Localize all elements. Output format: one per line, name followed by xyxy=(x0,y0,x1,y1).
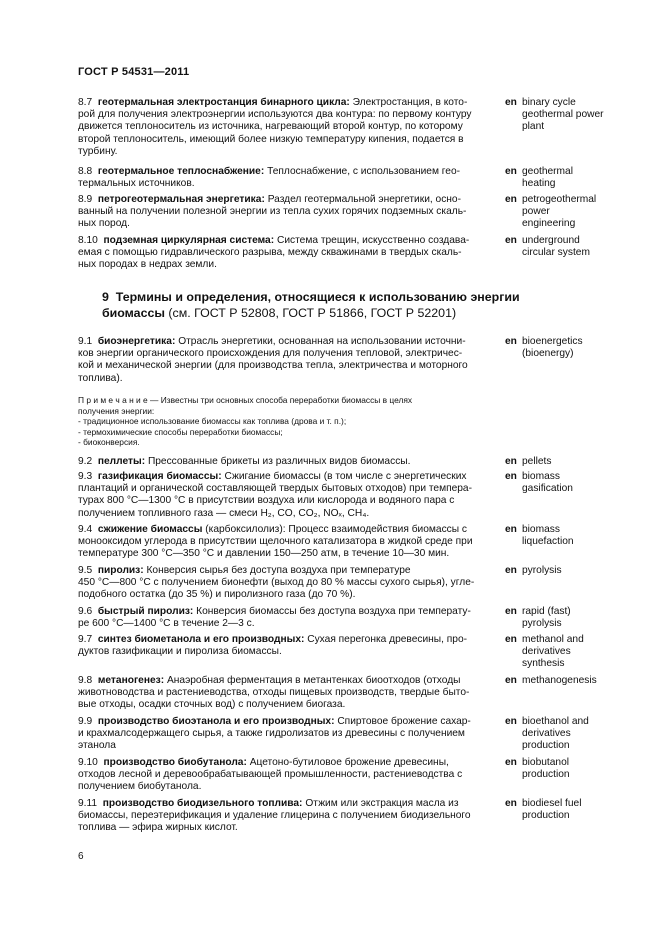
term-number: 9.1 xyxy=(78,336,93,347)
definition-text: Конверсия биомассы без доступа воздуха при температу- xyxy=(196,606,471,617)
definition-line: второй теплоноситель, имеющий более низкую температуру кипения, подается в xyxy=(78,133,464,145)
english-term-line: biomass xyxy=(522,524,560,535)
english-term-line: biodiesel fuel xyxy=(522,798,582,809)
english-term-line: biomass xyxy=(522,471,560,482)
language-code: en xyxy=(505,675,517,686)
english-term-line: methanol and xyxy=(522,634,584,645)
page-header: ГОСТ Р 54531—2011 xyxy=(78,66,190,78)
definition-line: ванный на получении полезной энергии из тепла сухих горячих подземных скаль- xyxy=(78,206,467,218)
definition-line: вые отходы, осадки сточных вод) с получением биогаза. xyxy=(78,699,346,711)
english-term-line: underground xyxy=(522,235,580,246)
english-term-line: production xyxy=(522,810,570,822)
english-term-line: production xyxy=(522,769,570,781)
english-term-line: heating xyxy=(522,178,556,190)
english-term-line: pyrolysis xyxy=(522,565,562,576)
term-name: пиролиз: xyxy=(97,565,144,576)
english-term xyxy=(522,456,612,468)
term-number: 9.8 xyxy=(78,675,93,686)
language-code: en xyxy=(505,716,517,727)
term-name: производство биоэтанола и его производных: xyxy=(97,716,335,727)
definition-line: термальных источников. xyxy=(78,178,195,190)
english-term-line: geothermal xyxy=(522,166,573,177)
definition-line xyxy=(78,524,498,536)
definition-line: движется теплоноситель из источника, нагревающий второй контур, по которому xyxy=(78,121,463,133)
english-term xyxy=(522,606,612,630)
definition-line: ков энергии органического происхождения для получения тепловой, электричес- xyxy=(78,348,463,360)
note-line-1: получения энергии: xyxy=(78,405,155,416)
definition-line: ных пород. xyxy=(78,218,130,230)
term-definition xyxy=(78,456,498,468)
term-number: 8.7 xyxy=(78,97,93,108)
term-definition xyxy=(78,565,498,602)
definition-text: Ацетоно-бутиловое брожение древесины, xyxy=(249,757,449,768)
definition-line: ных породах в недрах земли. xyxy=(78,259,217,271)
term-name: производство биобутанола: xyxy=(103,757,247,768)
definition-line: биомассы, переэтерификация и удаление глицерина с получением биодизельного xyxy=(78,810,471,822)
term-number: 9.3 xyxy=(78,471,93,482)
definition-line: температуре 300 °С—350 °С и давлении 150—250 атм, в течение 10—30 мин. xyxy=(78,548,450,560)
definition-text: Теплоснабжение, с использованием гео- xyxy=(267,166,461,177)
english-term xyxy=(522,194,612,231)
definition-line xyxy=(78,336,498,348)
definition-text: Отжим или экстракция масла из xyxy=(305,798,459,809)
english-term-line: plant xyxy=(522,121,545,133)
english-term xyxy=(522,798,612,822)
definition-line: топлива). xyxy=(78,372,123,384)
english-term xyxy=(522,97,612,134)
english-term xyxy=(522,471,612,495)
section-title-line1: Термины и определения, относящиеся к использованию энергии xyxy=(115,290,520,304)
english-term-line: binary cycle xyxy=(522,97,576,108)
english-term-line: circular system xyxy=(522,247,590,259)
english-term-line: (bioenergy) xyxy=(522,348,574,360)
language-code: en xyxy=(505,634,517,645)
english-term xyxy=(522,524,612,548)
english-term-line: pellets xyxy=(522,456,552,467)
term-definition xyxy=(78,194,498,231)
definition-text: Конверсия сырья без доступа воздуха при температуре xyxy=(146,565,411,576)
term-definition xyxy=(78,798,498,835)
language-code: en xyxy=(505,97,517,108)
definition-line xyxy=(78,471,498,483)
note-block xyxy=(78,395,518,448)
english-term-line: derivatives xyxy=(522,646,571,658)
page-number: 6 xyxy=(78,851,84,862)
section-title-bold: биомассы xyxy=(102,305,165,320)
note-label: П р и м е ч а н и е xyxy=(78,395,148,405)
language-code: en xyxy=(505,565,517,576)
english-term xyxy=(522,336,612,360)
term-name: быстрый пиролиз: xyxy=(97,606,194,617)
definition-text: Анаэробная ферментация в метантенках биоотходов (отходы xyxy=(166,675,461,686)
definition-line: отходов лесной и деревообрабатывающей промышленности, растениеводства с xyxy=(78,769,463,781)
term-number: 9.6 xyxy=(78,606,93,617)
definition-line: животноводства и растениеводства, отходы пищевых производств, твердые быто- xyxy=(78,687,470,699)
note-line-4: - биоконверсия. xyxy=(78,437,140,448)
term-name: сжижение биомассы xyxy=(97,524,203,535)
language-code: en xyxy=(505,194,517,205)
definition-line: 450 °С—800 °С с получением бионефти (выход до 80 % массы сухого сырья), угле- xyxy=(78,577,475,589)
note-line-2: - традиционное использование биомассы как топлива (дрова и т. п.); xyxy=(78,416,347,427)
term-name: геотермальное теплоснабжение: xyxy=(97,166,265,177)
definition-line: дуктов газификации и пиролиза биомассы. xyxy=(78,646,282,658)
term-definition xyxy=(78,606,498,630)
english-term xyxy=(522,757,612,781)
note-line-3: - термохимические способы переработки биомассы; xyxy=(78,426,283,437)
definition-text: Отрасль энергетики, основанная на использовании источни- xyxy=(178,336,466,347)
english-term-line: gasification xyxy=(522,483,573,495)
section-title xyxy=(102,290,520,321)
definition-line: турбину. xyxy=(78,145,118,157)
definition-line: этанола xyxy=(78,740,116,752)
definition-text: Спиртовое брожение сахар- xyxy=(337,716,471,727)
term-name: биоэнергетика: xyxy=(97,336,176,347)
english-term-line: methanogenesis xyxy=(522,675,597,686)
english-term-line: synthesis xyxy=(522,658,565,670)
language-code: en xyxy=(505,757,517,768)
definition-line: и крахмалсодержащего сырья, а также гидролизатов из древесины с получением xyxy=(78,728,465,740)
term-definition xyxy=(78,166,498,190)
language-code: en xyxy=(505,798,517,809)
definition-text: Сжигание биомассы (в том числе с энергетических xyxy=(224,471,467,482)
english-term-line: bioenergetics xyxy=(522,336,583,347)
definition-line xyxy=(78,634,498,646)
english-term-line: power xyxy=(522,206,550,218)
definition-line xyxy=(78,166,498,178)
definition-line: топлива — эфира жирных кислот. xyxy=(78,822,238,834)
english-term-line: pyrolysis xyxy=(522,618,562,630)
definition-text: Раздел геотермальной энергетики, осно- xyxy=(267,194,461,205)
term-name: газификация биомассы: xyxy=(97,471,222,482)
definition-text: Прессованные брикеты из различных видов биомассы. xyxy=(147,456,411,467)
definition-line: ре 600 °С—1400 °С в течение 2—3 с. xyxy=(78,618,255,630)
term-number: 8.10 xyxy=(78,235,98,246)
english-term-line: rapid (fast) xyxy=(522,606,571,617)
term-name: петрогеотермальная энергетика: xyxy=(97,194,265,205)
english-term-line: geothermal power xyxy=(522,109,604,121)
definition-text: Электростанция, в кото- xyxy=(352,97,468,108)
definition-line xyxy=(78,757,498,769)
english-term-line: petrogeothermal xyxy=(522,194,597,205)
term-number: 8.8 xyxy=(78,166,93,177)
definition-line xyxy=(78,235,498,247)
definition-line: турах 800 °С—1300 °С в присутствии воздуха или кислорода и водяного пара с xyxy=(78,495,455,507)
english-term-line: biobutanol xyxy=(522,757,570,768)
language-code: en xyxy=(505,471,517,482)
term-definition xyxy=(78,97,498,158)
section-title-refs: (см. ГОСТ Р 52808, ГОСТ Р 51866, ГОСТ Р 52201) xyxy=(164,305,457,320)
term-number: 9.7 xyxy=(78,634,93,645)
term-definition xyxy=(78,235,498,272)
term-number: 9.11 xyxy=(78,798,98,809)
english-term-line: bioethanol and xyxy=(522,716,589,727)
term-definition xyxy=(78,524,498,561)
definition-line xyxy=(78,456,498,468)
term-number: 9.10 xyxy=(78,757,98,768)
definition-line xyxy=(78,716,498,728)
term-name: подземная циркулярная система: xyxy=(103,235,275,246)
definition-line: получением топливного газа — смеси H₂, CO, CO₂, NOₓ, CH₄. xyxy=(78,507,370,519)
section-number: 9 xyxy=(102,290,109,304)
english-term-line: liquefaction xyxy=(522,536,574,548)
term-definition xyxy=(78,336,498,385)
term-number: 9.4 xyxy=(78,524,93,535)
definition-line xyxy=(78,565,498,577)
definition-line: монооксидом углерода в присутствии щелочного катализатора в жидкой среде при xyxy=(78,536,473,548)
language-code: en xyxy=(505,166,517,177)
term-name: метаногенез: xyxy=(97,675,165,686)
definition-line xyxy=(78,798,498,810)
language-code: en xyxy=(505,524,517,535)
definition-line: емая с помощью гидравлического разрыва, между скважинами в твердых скаль- xyxy=(78,247,462,259)
english-term xyxy=(522,565,612,577)
term-definition xyxy=(78,675,498,712)
term-definition xyxy=(78,634,498,658)
definition-text: Система трещин, искусственно создава- xyxy=(276,235,470,246)
language-code: en xyxy=(505,235,517,246)
language-code: en xyxy=(505,456,517,467)
english-term-line: production xyxy=(522,740,570,752)
term-definition xyxy=(78,757,498,794)
english-term xyxy=(522,166,612,190)
term-number: 9.2 xyxy=(78,456,93,467)
term-name: геотермальная электростанция бинарного цикла: xyxy=(97,97,350,108)
language-code: en xyxy=(505,336,517,347)
term-number: 9.9 xyxy=(78,716,93,727)
term-definition xyxy=(78,471,498,520)
language-code: en xyxy=(505,606,517,617)
definition-line xyxy=(78,675,498,687)
definition-line: получением биобутанола. xyxy=(78,781,202,793)
definition-line xyxy=(78,606,498,618)
definition-text: Сухая перегонка древесины, про- xyxy=(307,634,468,645)
term-name: производство биодизельного топлива: xyxy=(102,798,303,809)
english-term xyxy=(522,634,612,671)
english-term xyxy=(522,716,612,753)
term-definition xyxy=(78,716,498,753)
english-term xyxy=(522,235,612,259)
definition-line: кой и механической энергии (для производства тепла, электричества и моторного xyxy=(78,360,468,372)
note-line-0: — Известны три основных способа переработки биомассы в целях xyxy=(147,395,413,405)
definition-line xyxy=(78,97,498,109)
english-term-line: engineering xyxy=(522,218,576,230)
term-name: пеллеты: xyxy=(97,456,146,467)
definition-line: плантаций и органической составляющей твердых бытовых отходов) при темпера- xyxy=(78,483,472,495)
term-name: синтез биометанола и его производных: xyxy=(97,634,305,645)
english-term-line: derivatives xyxy=(522,728,571,740)
term-number: 8.9 xyxy=(78,194,93,205)
definition-line: подобного остатка (до 35 %) и пиролизного газа (до 70 %). xyxy=(78,589,356,601)
definition-text: (карбоксилолиз): Процесс взаимодействия биомассы с xyxy=(205,524,468,535)
english-term xyxy=(522,675,612,687)
definition-line: рой для получения электроэнергии используются два контура: по первому контуру xyxy=(78,109,472,121)
definition-line xyxy=(78,194,498,206)
term-number: 9.5 xyxy=(78,565,93,576)
